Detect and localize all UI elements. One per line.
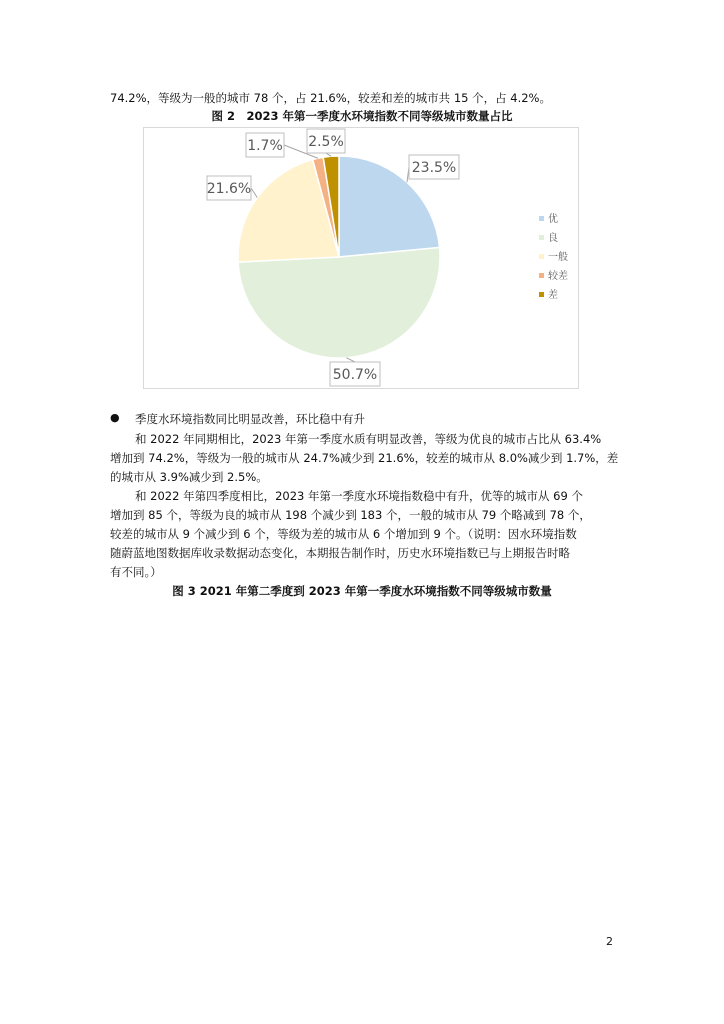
para2-line1: 和 2022 年第四季度相比，2023 年第一季度水环境指数稳中有升，优等的城市从 69 个	[135, 489, 583, 503]
leader-line-2	[346, 358, 355, 362]
figure-3-caption: 图 3 2021 年第二季度到 2023 年第一季度水环境指数不同等级城市数量	[172, 584, 552, 598]
pie-chart-frame	[143, 127, 579, 389]
legend-swatch-5	[539, 292, 544, 297]
legend-swatch-4	[539, 273, 544, 278]
page-number: 2	[606, 935, 613, 948]
pie-chart	[144, 128, 578, 388]
intro-line: 74.2%，等级为一般的城市 78 个，占 21.6%，较差和差的城市共 15 个，占 4.2%。	[110, 91, 551, 105]
section-heading: 季度水环境指数同比明显改善，环比稳中有升	[135, 412, 365, 426]
data-label-2: 50.7%	[332, 367, 378, 383]
legend-label-4: 较差	[548, 271, 568, 282]
pie-slice-2	[238, 247, 440, 358]
legend-swatch-2	[539, 235, 544, 240]
bullet-icon: ●	[110, 411, 120, 424]
data-label-5: 2.5%	[308, 134, 344, 150]
legend-label-3: 一般	[548, 252, 568, 263]
legend-label-1: 优	[548, 214, 558, 225]
legend-swatch-3	[539, 254, 544, 259]
legend-label-2: 良	[548, 233, 558, 244]
para1-line3: 的城市从 3.9%减少到 2.5%。	[110, 470, 268, 484]
para2-line3: 较差的城市从 9 个减少到 6 个，等级为差的城市从 6 个增加到 9 个。（说明：因水环境指数	[110, 527, 577, 541]
figure-2-caption: 图 2 2023 年第一季度水环境指数不同等级城市数量占比	[211, 109, 513, 123]
para2-line2: 增加到 85 个，等级为良的城市从 198 个减少到 183 个，一般的城市从 79 个略减到 78 个，	[110, 508, 591, 522]
para1-line1: 和 2022 年同期相比，2023 年第一季度水质有明显改善，等级为优良的城市占比从 63.4%	[135, 432, 602, 446]
para2-line5: 有不同。）	[110, 565, 162, 579]
legend-swatch-1	[539, 216, 544, 221]
legend-label-5: 差	[548, 290, 558, 301]
para2-line4: 随蔚蓝地图数据库收录数据动态变化，本期报告制作时，历史水环境指数已与上期报告时略	[110, 546, 570, 560]
leader-line-3	[251, 188, 257, 198]
para1-line2: 增加到 74.2%，等级为一般的城市从 24.7%减少到 21.6%，较差的城市从 8.0%减少到 1.7%，差	[110, 451, 619, 465]
data-label-1: 23.5%	[411, 160, 457, 176]
data-label-4: 1.7%	[247, 138, 283, 154]
data-label-3: 21.6%	[206, 181, 252, 197]
